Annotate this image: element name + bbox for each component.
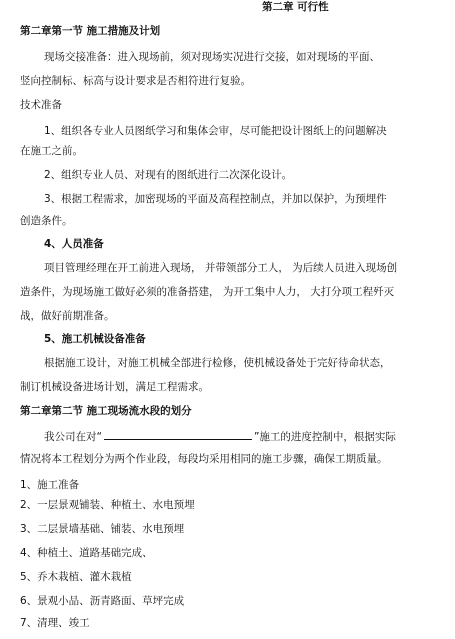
personnel-line3: 战，做好前期准备。 xyxy=(20,310,115,322)
tech-item1-line2: 在施工之前。 xyxy=(20,145,83,157)
site-handover-line2: 竖向控制标、标高与设计要求是否相符进行复验。 xyxy=(20,75,251,87)
intro-suffix: ”施工的进度控制中，根据实际 xyxy=(253,431,396,443)
tech-item3-line1: 3、根据工程需求，加密现场的平面及高程控制点，并加以保护，为预埋件 xyxy=(44,193,387,205)
section2-intro-line2: 情况将本工程划分为两个作业段，每段均采用相同的施工步骤，确保工期质量。 xyxy=(20,453,388,465)
step-6: 6、景观小品、沥青路面、草坪完成 xyxy=(20,595,185,607)
section1-title: 第二章第一节 施工措施及计划 xyxy=(20,25,161,37)
equipment-line1: 根据施工设计，对施工机械全部进行检修，使机械设备处于完好待命状态， xyxy=(44,357,391,369)
tech-item3-line2: 创造条件。 xyxy=(20,215,73,227)
intro-prefix: 我公司在对“ xyxy=(44,431,102,443)
tech-prep-heading: 技术准备 xyxy=(20,99,62,111)
step-4: 4、种植土、道路基础完成、 xyxy=(20,547,153,559)
equipment-line2: 制订机械设备进场计划，满足工程需求。 xyxy=(20,381,209,393)
step-2: 2、一层景观铺装、种植土、水电预埋 xyxy=(20,499,195,511)
step-7: 7、清理、竣工 xyxy=(20,617,90,629)
step-3: 3、二层景墙基础、铺装、水电预埋 xyxy=(20,523,185,535)
personnel-line2: 造条件，为现场施工做好必须的准备搭建， 为开工集中人力， 大打分项工程歼灭 xyxy=(20,286,395,298)
site-handover-line1: 现场交接准备：进入现场前，须对现场实况进行交接，如对现场的平面、 xyxy=(44,51,380,63)
step-1: 1、施工准备 xyxy=(20,479,80,491)
personnel-heading: 4、人员准备 xyxy=(44,238,104,250)
section2-title: 第二章第二节 施工现场流水段的划分 xyxy=(20,405,192,417)
step-5: 5、乔木栽植、灌木栽植 xyxy=(20,571,132,583)
tech-item2: 2、组织专业人员、对现有的图纸进行二次深化设计。 xyxy=(44,169,293,181)
personnel-line1: 项目管理经理在开工前进入现场， 并带领部分工人， 为后续人员进入现场创 xyxy=(44,262,398,274)
project-name-blank xyxy=(104,430,252,440)
tech-item1-line1: 1、组织各专业人员图纸学习和集体会审，尽可能把设计图纸上的问题解决 xyxy=(44,125,387,137)
section2-intro-line1 xyxy=(44,430,396,444)
equipment-heading: 5、施工机械设备准备 xyxy=(44,333,146,345)
chapter-header: 第二章 可行性 xyxy=(262,1,329,13)
